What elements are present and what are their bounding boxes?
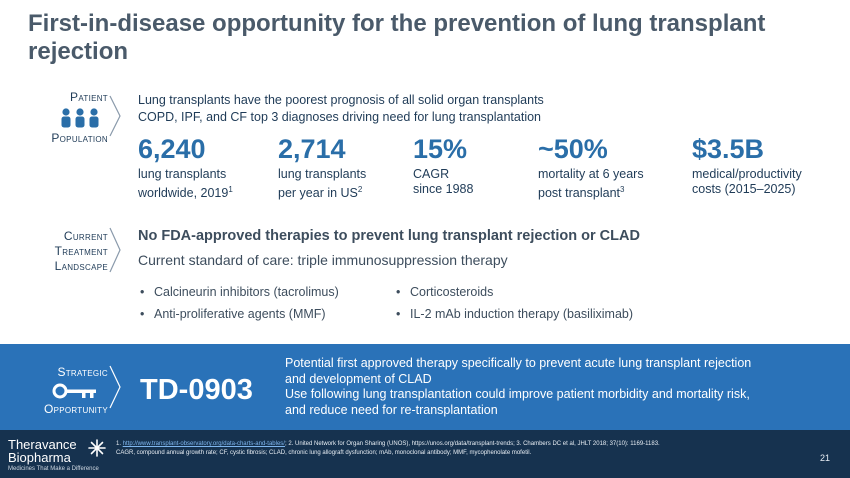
page-number: 21 [820, 453, 831, 463]
footnotes [116, 440, 806, 458]
chevron-right-icon [108, 226, 122, 274]
logo-line-2: Biopharma [8, 450, 71, 465]
stat-value: 6,240 [138, 134, 206, 164]
stat-lung-transplants-worldwide [138, 133, 288, 201]
page-title: First-in-disease opportunity for the prevention of lung transplant rejection [28, 10, 766, 65]
bullet-list-left [140, 281, 339, 325]
company-logo [4, 433, 110, 477]
strategic-line-4: and reduce need for re-transplantation [285, 402, 498, 417]
stat-mortality [538, 133, 688, 201]
people-icon [58, 107, 102, 129]
treatment-headline: No FDA-approved therapies to prevent lung transplant rejection or CLAD [138, 228, 640, 244]
chevron-right-icon [108, 364, 122, 410]
strategic-line-2: and development of CLAD [285, 371, 432, 386]
footnote-line-1: 1. http://www.transplant-observatory.org/data-charts-and-tables/; 2. United Network for Organ Sharing (UNOS), https://unos.org/data/transplant-trends; 3. Chambers DC et al, JHLT 2018; 37(10): 1169-1183. [116, 441, 660, 447]
treatment-label-line-2: Treatment [54, 244, 108, 258]
stat-value: $3.5B [692, 134, 765, 164]
source-link[interactable]: http://www.transplant-observatory.org/data-charts-and-tables/ [122, 441, 285, 447]
stat-value: ~50% [538, 134, 608, 164]
list-item: • IL-2 mAb induction therapy (basiliximab) [396, 303, 633, 325]
patient-intro [138, 92, 838, 126]
stat-description: CAGR since 1988 [413, 167, 474, 196]
stat-costs [692, 133, 842, 197]
treatment-landscape-label [28, 229, 108, 274]
stat-value: 2,714 [278, 134, 346, 164]
list-item: • Corticosteroids [396, 281, 633, 303]
stat-description: lung transplants per year in $US^2$ [278, 167, 367, 201]
patient-population-label [28, 91, 108, 145]
strategic-label-line-1: Strategic [57, 365, 108, 379]
list-item: • Calcineurin inhibitors (tacrolimus) [140, 281, 339, 303]
patient-label-line-1: Patient [70, 90, 108, 104]
strategic-description [285, 356, 830, 418]
stat-description: medical/productivity costs (2015–2025) [692, 167, 802, 196]
patient-intro-line-2: COPD, IPF, and CF top 3 diagnoses driving need for lung transplantation [138, 110, 542, 124]
key-icon [52, 383, 98, 399]
logo-line-1: Theravance [8, 437, 77, 452]
footnote-line-2: CAGR, compound annual growth rate; CF, cystic fibrosis; CLAD, chronic lung allograft dysfunction; mAb, monoclonal antibody; MMF, mycophenolate mofetil. [116, 450, 532, 456]
strategic-line-3: Use following lung transplantation could improve patient morbidity and mortality risk, [285, 387, 750, 401]
stat-value: 15% [413, 134, 468, 164]
list-item: • Anti-proliferative agents (MMF) [140, 303, 339, 325]
strategic-opportunity-label [28, 366, 108, 416]
patient-intro-line-1: Lung transplants have the poorest prognosis of all solid organ transplants [138, 93, 544, 107]
treatment-label-line-3: Landscape [54, 259, 108, 273]
chevron-right-icon [108, 94, 122, 138]
stat-description: mortality at 6 years post transplant$^3$ [538, 167, 644, 201]
logo-tagline: Medicines That Make a Difference [8, 466, 99, 472]
patient-label-line-2: Population [51, 131, 108, 145]
treatment-subhead: Current standard of care: triple immunosuppression therapy [138, 252, 508, 268]
treatment-label-line-1: Current [63, 229, 108, 243]
product-name: TD-0903 [140, 374, 253, 406]
strategic-label-line-2: Opportunity [43, 402, 108, 416]
stat-lung-transplants-us [278, 133, 428, 201]
star-logo-icon [88, 439, 106, 457]
stat-description: lung transplants worldwide, 2019$^1$ [138, 167, 233, 201]
bullet-list-right [396, 281, 633, 325]
strategic-line-1: Potential first approved therapy specifically to prevent acute lung transplant rejection [285, 356, 752, 370]
